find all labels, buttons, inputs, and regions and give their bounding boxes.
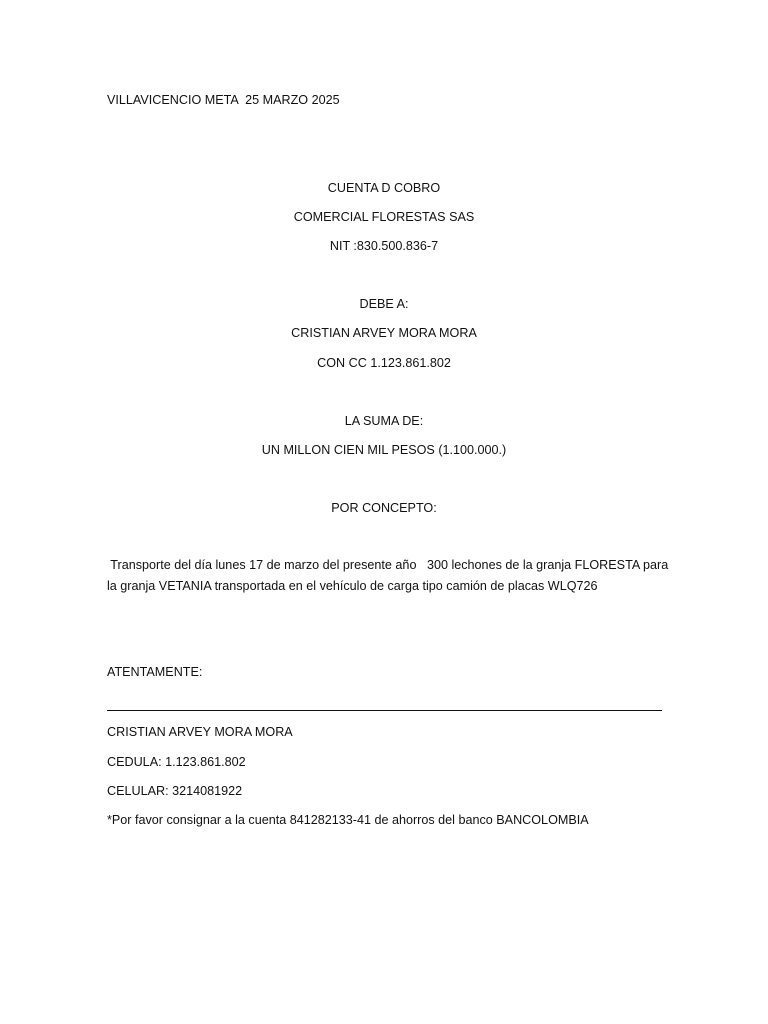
- concept-label: POR CONCEPTO:: [331, 501, 437, 515]
- debe-a-label: DEBE A:: [359, 297, 409, 311]
- signer-celular: CELULAR: 3214081922: [107, 784, 243, 798]
- payment-note: *Por favor consignar a la cuenta 841282133-41 de ahorros del banco BANCOLOMBIA: [107, 813, 589, 827]
- closing-text: ATENTAMENTE:: [107, 665, 203, 679]
- signer-cedula: CEDULA: 1.123.861.802: [107, 755, 246, 769]
- document-title: CUENTA D COBRO: [327, 181, 441, 195]
- company-nit: NIT :830.500.836-7: [329, 239, 439, 253]
- creditor-name: CRISTIAN ARVEY MORA MORA: [291, 326, 477, 340]
- place-date: VILLAVICENCIO META 25 MARZO 2025: [107, 93, 340, 107]
- signature-line: [107, 710, 662, 711]
- concept-text-line-2: la granja VETANIA transportada en el vehículo de carga tipo camión de placas WLQ726: [107, 579, 598, 593]
- concept-text-line-1: Transporte del día lunes 17 de marzo del presente año 300 lechones de la granja FLORESTA para: [107, 558, 669, 572]
- amount-value: UN MILLON CIEN MIL PESOS (1.100.000.): [261, 443, 507, 457]
- amount-label: LA SUMA DE:: [344, 414, 424, 428]
- signer-name: CRISTIAN ARVEY MORA MORA: [107, 725, 293, 739]
- creditor-id: CON CC 1.123.861.802: [317, 356, 451, 370]
- company-name: COMERCIAL FLORESTAS SAS: [293, 210, 475, 224]
